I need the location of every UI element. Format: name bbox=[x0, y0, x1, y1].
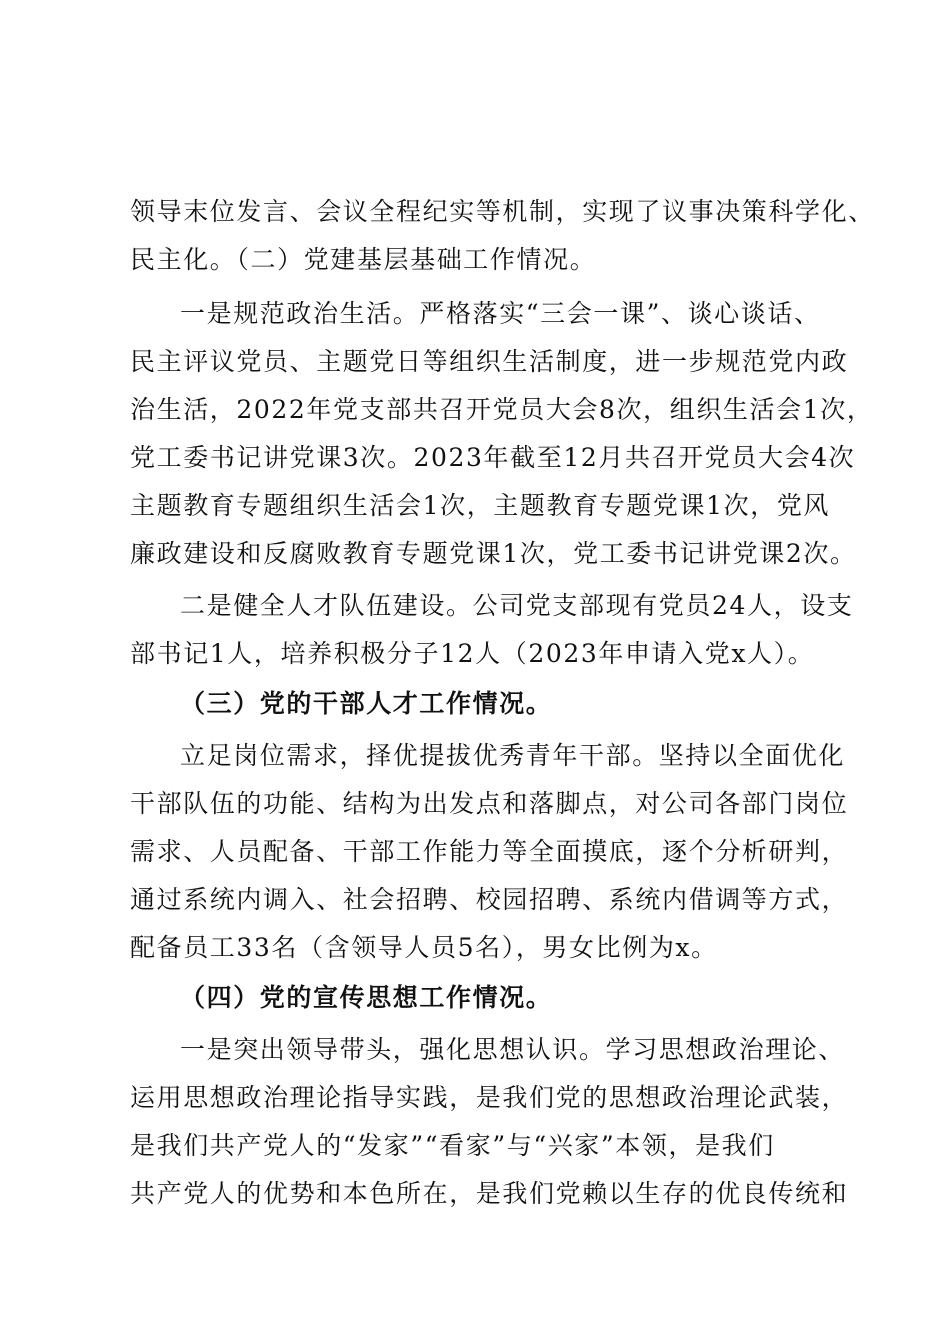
paragraph-line: 二是健全人才队伍建设。公司党支部现有党员24人，设支 bbox=[180, 591, 854, 620]
paragraph-line: 一是突出领导带头，强化思想认识。学习思想政治理论、 bbox=[180, 1035, 846, 1064]
paragraph-line: 党工委书记讲党课3次。2023年截至12月共召开党员大会4次 bbox=[130, 443, 856, 472]
paragraph-line: 共产党人的优势和本色所在，是我们党赖以生存的优良传统和 bbox=[130, 1179, 849, 1208]
paragraph-line: 民主化。（二）党建基层基础工作情况。 bbox=[130, 245, 597, 274]
paragraph-line: 治生活，2022年党支部共召开党员大会8次，组织生活会1次， bbox=[130, 395, 874, 424]
section-heading: （四）党的宣传思想工作情况。 bbox=[180, 983, 553, 1012]
paragraph-line: 配备员工33名（含领导人员5名），男女比例为x。 bbox=[130, 933, 718, 962]
paragraph-line: 运用思想政治理论指导实践，是我们党的思想政治理论武装， bbox=[130, 1083, 849, 1112]
paragraph-line: 一是规范政治生活。严格落实“三会一课”、谈心谈话、 bbox=[180, 299, 821, 328]
section-heading: （三）党的干部人才工作情况。 bbox=[180, 689, 553, 718]
paragraph-line: 部书记1人，培养积极分子12人（2023年申请入党x人）。 bbox=[130, 639, 815, 668]
paragraph-line: 是我们共产党人的“发家”“看家”与“兴家”本领，是我们 bbox=[130, 1131, 775, 1160]
paragraph-line: 主题教育专题组织生活会1次，主题教育专题党课1次，党风 bbox=[130, 491, 831, 520]
paragraph-line: 立足岗位需求，择优提拔优秀青年干部。坚持以全面优化 bbox=[180, 741, 846, 770]
paragraph-line: 干部队伍的功能、结构为出发点和落脚点，对公司各部门岗位 bbox=[130, 789, 849, 818]
paragraph-line: 领导末位发言、会议全程纪实等机制，实现了议事决策科学化、 bbox=[130, 197, 875, 226]
paragraph-line: 民主评议党员、主题党日等组织生活制度，进一步规范党内政 bbox=[130, 347, 849, 376]
paragraph-line: 通过系统内调入、社会招聘、校园招聘、系统内借调等方式， bbox=[130, 885, 849, 914]
paragraph-line: 廉政建设和反腐败教育专题党课1次，党工委书记讲党课2次。 bbox=[130, 539, 857, 568]
paragraph-line: 需求、人员配备、干部工作能力等全面摸底，逐个分析研判， bbox=[130, 837, 849, 866]
